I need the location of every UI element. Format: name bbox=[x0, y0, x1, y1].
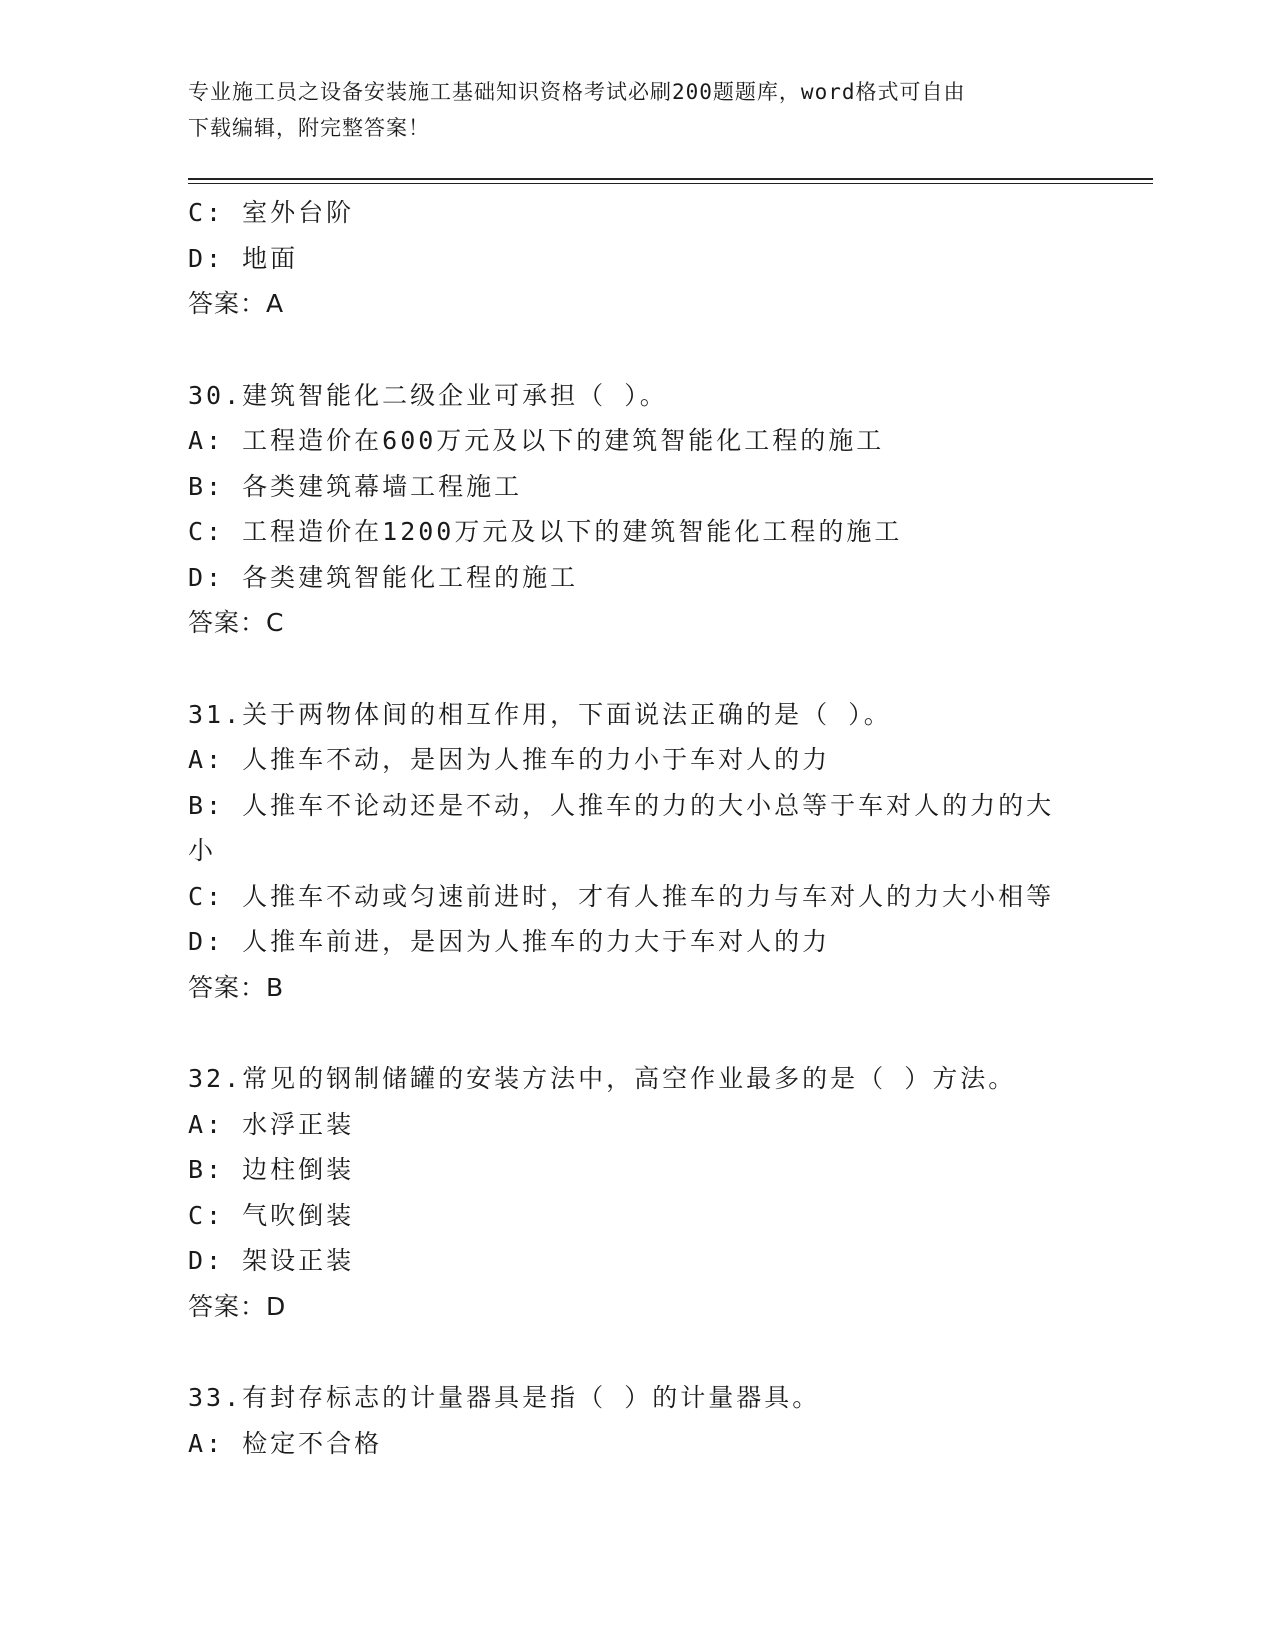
question-block-30 bbox=[188, 373, 1088, 646]
question-stem: 33.有封存标志的计量器具是指（ ）的计量器具。 bbox=[188, 1383, 821, 1412]
option-d: D: 人推车前进，是因为人推车的力大于车对人的力 bbox=[188, 927, 831, 956]
option-b: B: 边柱倒装 bbox=[188, 1155, 355, 1184]
option-b: B: 各类建筑幕墙工程施工 bbox=[188, 471, 523, 501]
option-d: D: 地面 bbox=[188, 243, 299, 273]
option-d: D: 架设正装 bbox=[188, 1246, 355, 1275]
question-stem: 30.建筑智能化二级企业可承担（ ）。 bbox=[188, 380, 668, 410]
answer-line: 答案：D bbox=[188, 1291, 287, 1321]
question-stem: 31.关于两物体间的相互作用，下面说法正确的是（ ）。 bbox=[188, 699, 892, 729]
option-a: A: 检定不合格 bbox=[188, 1428, 383, 1458]
option-c: C: 气吹倒装 bbox=[188, 1200, 355, 1230]
option-c: C: 人推车不动或匀速前进时，才有人推车的力与车对人的力大小相等 bbox=[188, 881, 1055, 911]
answer-line: 答案：B bbox=[188, 972, 285, 1002]
question-block-32 bbox=[188, 1056, 1088, 1329]
header-rule-thick bbox=[188, 178, 1153, 180]
option-b-continued: 小 bbox=[188, 836, 217, 865]
spacer bbox=[188, 327, 1088, 373]
question-list bbox=[188, 190, 1088, 1466]
header-line-2: 下载编辑，附完整答案！ bbox=[188, 116, 430, 140]
answer-line: 答案：A bbox=[188, 289, 285, 318]
option-c: C: 室外台阶 bbox=[188, 198, 355, 227]
question-block-29 bbox=[188, 190, 1088, 327]
answer-line: 答案：C bbox=[188, 608, 285, 637]
document-header bbox=[188, 74, 1088, 146]
header-line-1: 专业施工员之设备安装施工基础知识资格考试必刷200题题库，word格式可自由 bbox=[188, 80, 966, 104]
option-c: C: 工程造价在1200万元及以下的建筑智能化工程的施工 bbox=[188, 517, 903, 546]
option-a: A: 人推车不动，是因为人推车的力小于车对人的力 bbox=[188, 745, 831, 774]
option-d: D: 各类建筑智能化工程的施工 bbox=[188, 562, 579, 592]
question-block-33 bbox=[188, 1375, 1088, 1466]
option-a: A: 工程造价在600万元及以下的建筑智能化工程的施工 bbox=[188, 426, 885, 455]
option-a: A: 水浮正装 bbox=[188, 1109, 355, 1139]
question-block-31 bbox=[188, 692, 1088, 1011]
spacer bbox=[188, 1010, 1088, 1056]
header-rule-thin bbox=[188, 183, 1153, 184]
option-b: B: 人推车不论动还是不动，人推车的力的大小总等于车对人的力的大 bbox=[188, 790, 1055, 820]
spacer bbox=[188, 1329, 1088, 1375]
spacer bbox=[188, 646, 1088, 692]
question-stem: 32.常见的钢制储罐的安装方法中，高空作业最多的是（ ）方法。 bbox=[188, 1064, 1017, 1093]
